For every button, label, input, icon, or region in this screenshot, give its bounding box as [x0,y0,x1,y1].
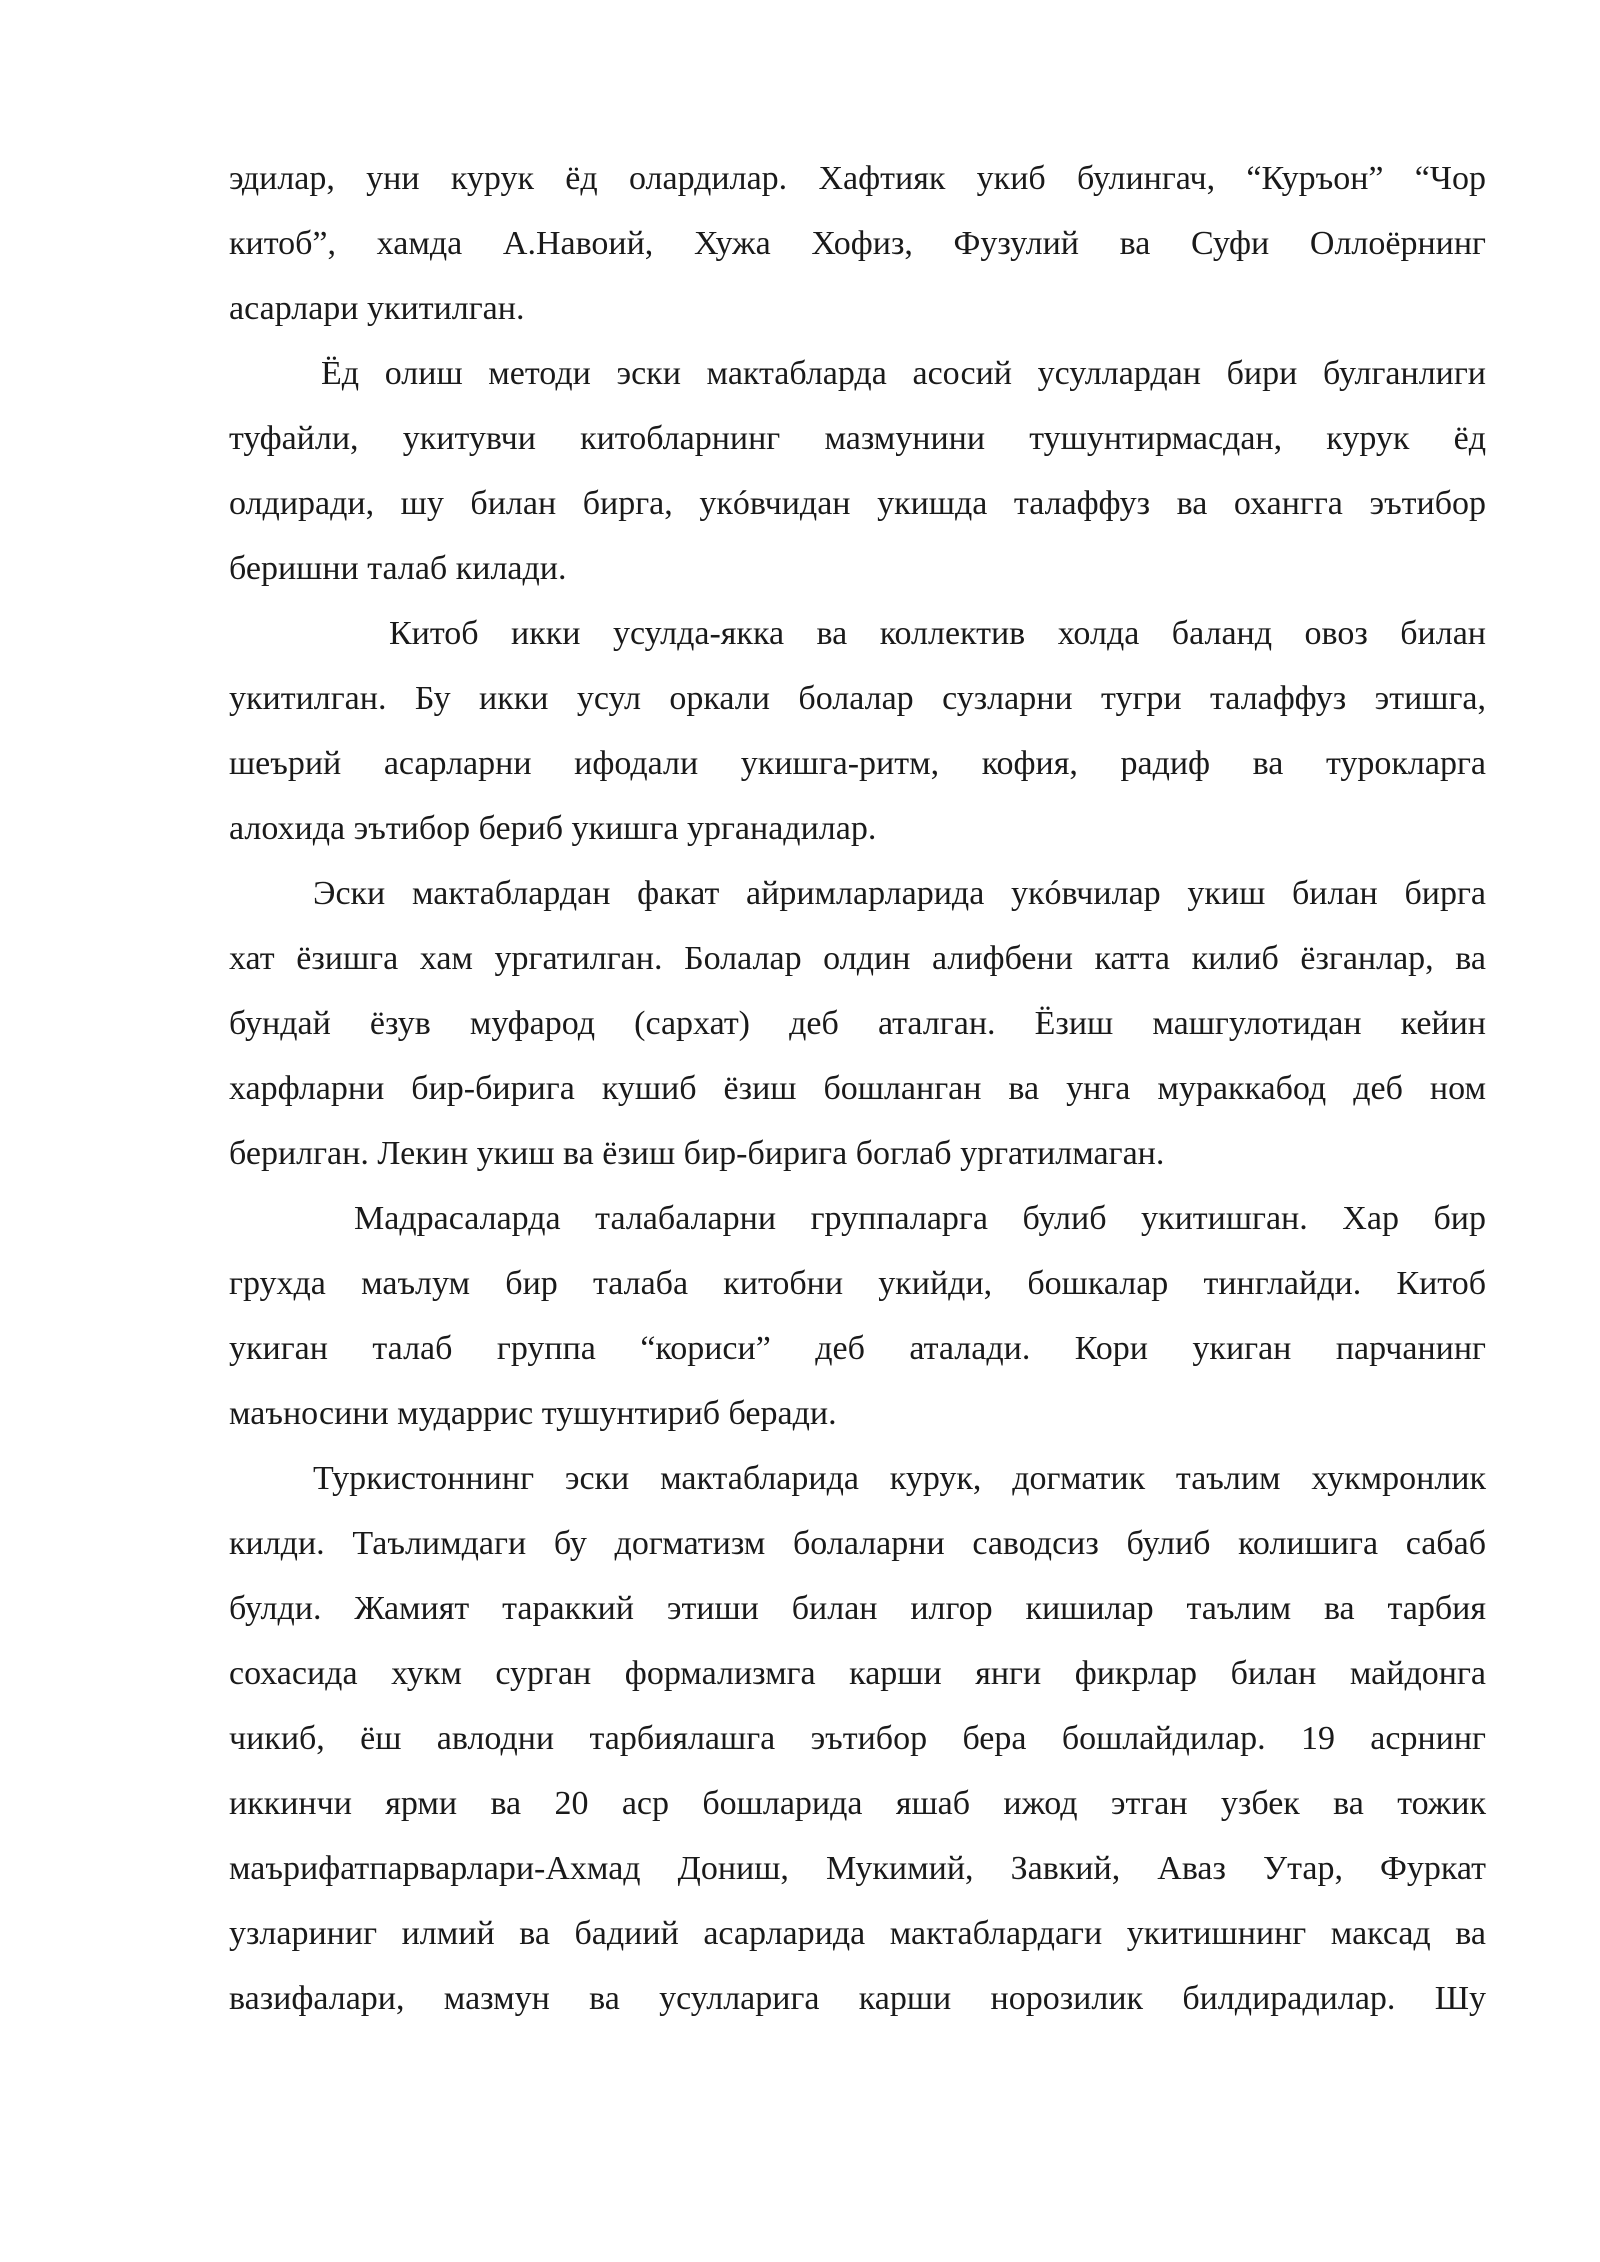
text-line: килди. Таълимдаги бу догматизм болаларни саводсиз булиб колишига сабаб [229,1525,1486,1562]
text-line: берилган. Лекин укиш ва ёзиш бир-бирига боглаб ургатилмаган. [229,1135,1165,1172]
text-line: маърифатпарварлари-Ахмад Дониш, Мукимий, Завкий, Аваз Утар, Фуркат [229,1850,1486,1887]
text-line: беришни талаб килади. [229,550,567,587]
text-line: китоб”, хамда А.Навоий, Хужа Хофиз, Фузулий ва Суфи Оллоёрнинг [229,225,1486,262]
text-line: Мадрасаларда талабаларни группаларга булиб укитишган. Хар бир [354,1200,1486,1237]
text-line: шеърий асарларни ифодали укишга-ритм, кофия, радиф ва турокларга [229,745,1486,782]
text-line: Ёд олиш методи эски мактабларда асосий усуллардан бири булганлиги [321,355,1486,392]
text-line: харфларни бир-бирига кушиб ёзиш бошланган ва унга мураккабод деб ном [229,1070,1486,1107]
paragraph [229,601,1486,861]
paragraph [229,1186,1486,1446]
text-line: эдилар, уни курук ёд олардилар. Хафтияк укиб булингач, “Куръон” “Чор [229,160,1486,197]
text-line: иккинчи ярми ва 20 аср бошларида яшаб ижод этган узбек ва тожик [229,1785,1486,1822]
paragraph [229,1446,1486,2031]
text-line: хат ёзишга хам ургатилган. Болалар олдин алифбени катта килиб ёзганлар, ва [229,940,1486,977]
paragraph [229,341,1486,601]
text-line: чикиб, ёш авлодни тарбиялашга эътибор бера бошлайдилар. 19 асрнинг [229,1720,1486,1757]
text-line: сохасида хукм сурган формализмга карши янги фикрлар билан майдонга [229,1655,1486,1692]
text-line: асарлари укитилган. [229,290,525,327]
text-line: грухда маълум бир талаба китобни укийди, бошкалар тинглайди. Китоб [229,1265,1486,1302]
text-line: туфайли, укитувчи китобларнинг мазмунини тушунтирмасдан, курук ёд [229,420,1486,457]
text-line: узлариниг илмий ва бадиий асарларида мактаблардаги укитишнинг максад ва [229,1915,1486,1952]
text-line: булди. Жамият тараккий этиши билан илгор кишилар таълим ва тарбия [229,1590,1486,1627]
body-text [229,146,1486,2031]
text-line: маъносини мударрис тушунтириб беради. [229,1395,837,1432]
paragraph [229,146,1486,341]
text-line: вазифалари, мазмун ва усулларига карши норозилик билдирадилар. Шу [229,1980,1486,2017]
paragraph [229,861,1486,1186]
text-line: Туркистоннинг эски мактабларида курук, догматик таълим хукмронлик [313,1460,1486,1497]
text-line: алохида эътибор бериб укишга урганадилар. [229,810,877,847]
text-line: Эски мактаблардан факат айримларларида укóвчилар укиш билан бирга [313,875,1486,912]
text-line: укитилган. Бу икки усул оркали болалар сузларни тугри талаффуз этишга, [229,680,1486,717]
text-line: олдиради, шу билан бирга, укóвчидан укишда талаффуз ва охангга эътибор [229,485,1486,522]
text-line: бундай ёзув муфарод (сархат) деб аталган. Ёзиш машгулотидан кейин [229,1005,1486,1042]
text-line: укиган талаб группа “кориси” деб аталади. Кори укиган парчанинг [229,1330,1486,1367]
text-line: Китоб икки усулда-якка ва коллектив холда баланд овоз билан [389,615,1486,652]
